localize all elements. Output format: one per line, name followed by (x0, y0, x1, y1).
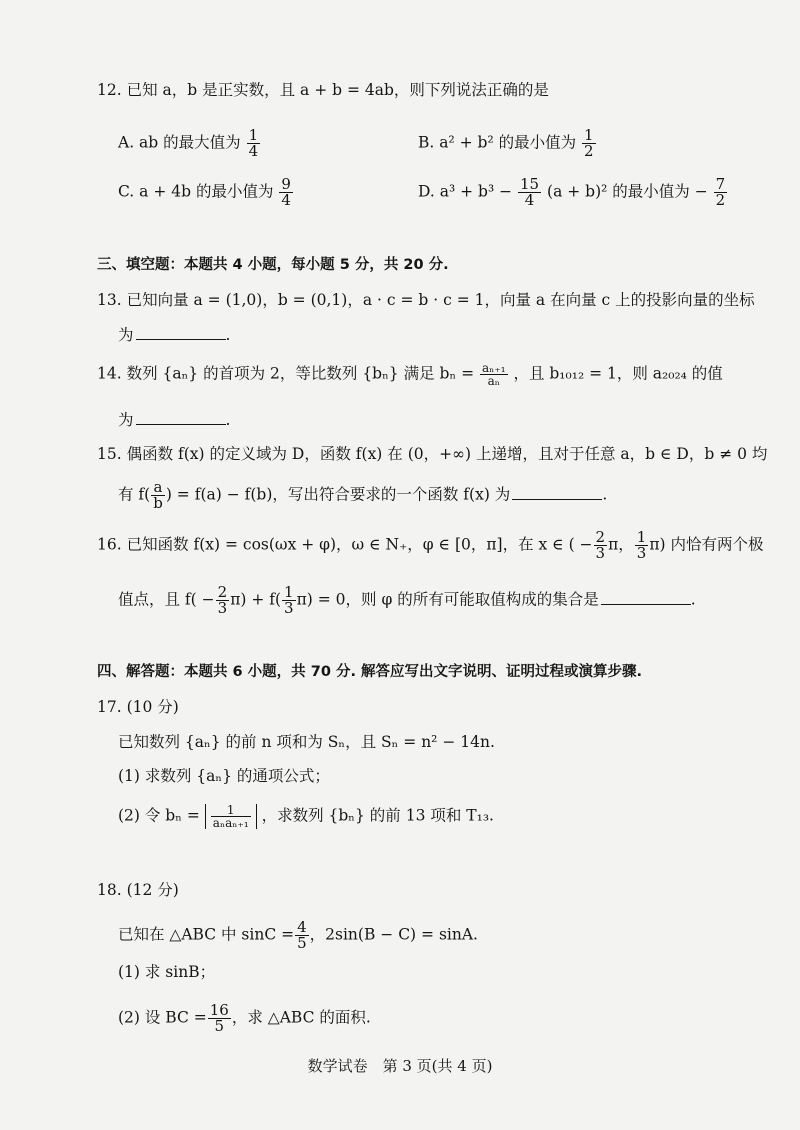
fraction: $\frac{4}{5}$ (297, 918, 307, 952)
q18-given: 已知在 △ABC 中 sinC = $\frac{4}{5}$ ，2sin(B − C) = sinA. (118, 918, 478, 952)
q18-part2: (2) 设 BC = $\frac{16}{5}$ ，求 △ABC 的面积. (118, 1001, 371, 1035)
fraction: $\frac{2}{3}$ (217, 583, 228, 617)
q18-part1: (1) 求 sinB； (118, 963, 216, 981)
q12-stem: 12. 已知 a，b 是正实数，且 a + b = 4ab，则下列说法正确的是 (97, 81, 549, 99)
q13-line2: 为 . (118, 326, 231, 344)
fraction: $\frac{1}{2}$ (584, 126, 594, 160)
q15-line1: 15. 偶函数 f(x) 的定义域为 D，函数 f(x) 在 (0，+∞) 上递增，且对于任意 a，b ∈ D，b ≠ 0 均 (97, 445, 768, 463)
q17-heading: 17. (10 分) (97, 698, 179, 716)
fraction: $\frac{1}{3}$ (284, 583, 294, 617)
page-footer: 数学试卷 第 3 页(共 4 页) (307, 1057, 493, 1075)
q17-part2: (2) 令 bₙ = $\frac{1}{\text{aₙaₙ₊₁}}$ ，求数列 {bₙ} 的前 13 项和 T₁₃. (118, 803, 494, 830)
fraction: $\frac{15}{4}$ (520, 175, 540, 209)
q13-line1: 13. 已知向量 a = (1,0)，b = (0,1)，a · c = b · c = 1，向量 a 在向量 c 上的投影向量的坐标 (97, 291, 755, 309)
fraction: $\frac{1}{4}$ (248, 126, 259, 160)
fraction: $\frac{1}{\text{aₙaₙ₊₁}}$ (212, 803, 249, 830)
q14-line2: 为 . (118, 411, 231, 429)
fraction: $\frac{7}{2}$ (715, 175, 726, 209)
q17-given: 已知数列 {aₙ} 的前 n 项和为 Sₙ，且 Sₙ = n² − 14n. (118, 733, 495, 751)
answer-blank (512, 485, 602, 500)
fraction: $\frac{\text{aₙ₊₁}}{\text{aₙ}}$ (482, 361, 506, 388)
answer-blank (136, 325, 226, 340)
absolute-value (205, 804, 257, 829)
q12-option-a: A. ab 的最大值为 $\frac{1}{4}$ (118, 126, 259, 160)
answer-blank (601, 590, 691, 605)
q12-option-c: C. a + 4b 的最小值为 $\frac{9}{4}$ (118, 175, 291, 209)
q12-option-d: D. a³ + b³ − $\frac{15}{4}$ (a + b)² 的最小值为 − $\frac{7}{2}$ (418, 175, 726, 209)
fraction: $\frac{16}{5}$ (209, 1001, 229, 1035)
q16-line2: 值点，且 f( − $\frac{2}{3}$ π) + f( $\frac{1}{3}$ π) = 0，则 φ 的所有可能取值构成的集合是 . (118, 583, 696, 617)
q14-line1: 14. 数列 {aₙ} 的首项为 2，等比数列 {bₙ} 满足 bₙ = $\frac{\text{aₙ₊₁}}{\text{aₙ}}$ ，且 b₁₀₁₂ = 1，则 a₂₀₂₄ 的值 (97, 361, 723, 388)
q15-line2: 有 f( $\frac{a}{b}$ ) = f(a) − f(b)，写出符合要求的一个函数 f(x) 为 . (118, 478, 608, 512)
answer-blank (136, 410, 226, 425)
fraction: $\frac{9}{4}$ (281, 175, 291, 209)
q16-line1: 16. 已知函数 f(x) = cos(ωx + φ)，ω ∈ N₊，φ ∈ [0，π]，在 x ∈ ( − $\frac{2}{3}$ π， $\frac{1}{3}$ π) 内恰有两个极 (97, 528, 764, 562)
fraction: $\frac{1}{3}$ (636, 528, 647, 562)
q17-part1: (1) 求数列 {aₙ} 的通项公式； (118, 767, 330, 785)
fraction: $\frac{2}{3}$ (595, 528, 606, 562)
section-4-heading: 四、解答题：本题共 6 小题，共 70 分. 解答应写出文字说明、证明过程或演算步骤. (97, 664, 643, 680)
q18-heading: 18. (12 分) (97, 881, 179, 899)
section-3-heading: 三、填空题：本题共 4 小题，每小题 5 分，共 20 分. (97, 257, 449, 273)
fraction: $\frac{a}{b}$ (153, 478, 163, 512)
q12-option-b: B. a² + b² 的最小值为 $\frac{1}{2}$ (418, 126, 594, 160)
